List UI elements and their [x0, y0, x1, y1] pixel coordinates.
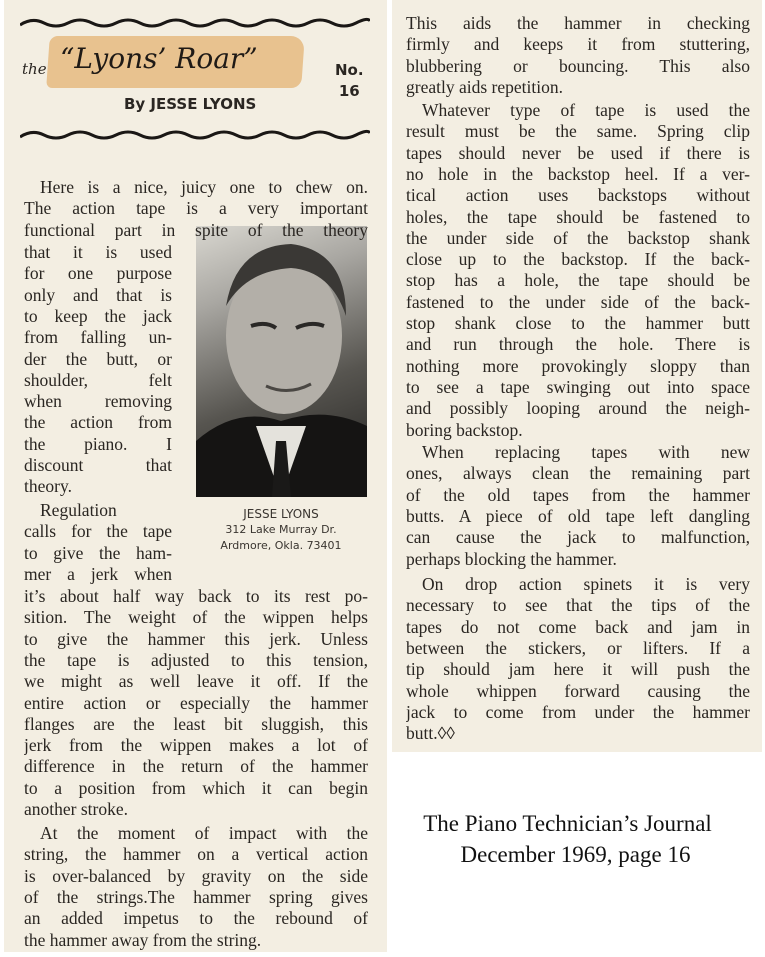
- text-line: sition. The weight of the wippen helps: [24, 607, 368, 628]
- text-line: no hole in the backstop heel. If a ver-: [406, 163, 750, 184]
- text-line: result must be the same. Spring clip: [406, 121, 750, 142]
- text-line: tical action uses backstops without: [406, 185, 750, 206]
- source-date-page: December 1969, page 16: [460, 842, 691, 867]
- text-line: The action tape is a very important: [24, 198, 368, 219]
- text-line: jerk from the wippen makes a lot of: [24, 735, 368, 756]
- text-line: the hammer away from the string.: [24, 929, 262, 950]
- text-line: This aids the hammer in checking: [406, 13, 750, 33]
- text-line: from falling un-: [24, 327, 172, 348]
- text-line: is over-balanced by gravity on the side: [24, 865, 368, 886]
- text-line: functional part in spite of the theory: [24, 219, 368, 240]
- text-line: entire action or especially the hammer: [24, 692, 368, 713]
- text-line: between the stickers, or lifters. If a: [406, 637, 750, 658]
- text-line: that it is used: [24, 242, 172, 262]
- text-line: calls for the tape: [24, 521, 172, 542]
- text-line: greatly aids repetition.: [406, 76, 563, 97]
- text-line: to see a tape swinging out into space: [406, 376, 750, 397]
- text-line: On drop action spinets it is very: [422, 574, 750, 594]
- text-line: the tape is adjusted to this tension,: [24, 649, 368, 670]
- caption-address-line2: Ardmore, Okla. 73401: [220, 539, 342, 552]
- text-line: an added impetus to the rebound of: [24, 908, 368, 929]
- text-line: ones, always clean the remaining part: [406, 463, 750, 484]
- source-journal: The Piano Technician’s Journal: [423, 811, 712, 836]
- text-line: holes, the tape should be fastened to: [406, 206, 750, 227]
- text-line: blubbering or bouncing. This also: [406, 55, 750, 76]
- bottom-wavy-rule: [20, 128, 370, 142]
- text-line: stop shank close to the hammer butt: [406, 313, 750, 333]
- byline: By JESSE LYONS: [124, 95, 257, 113]
- text-line: and possibly looping around the neigh-: [406, 398, 750, 419]
- text-line: to keep the jack: [24, 305, 172, 326]
- text-line: tip should jam here it will push the: [406, 659, 750, 680]
- portrait-figure: [196, 226, 367, 497]
- text-line: to a position from which it can begin: [24, 777, 368, 798]
- text-line: butts. A piece of old tape left dangling: [406, 505, 750, 526]
- text-line: for one purpose: [24, 263, 172, 284]
- top-wavy-rule: [20, 16, 370, 30]
- text-line: When replacing tapes with new: [422, 442, 750, 462]
- text-line: jack to come from under the hammer: [406, 701, 750, 722]
- text-line: tapes do not come back and jam in: [406, 616, 750, 637]
- column-title: “Lyons’ Roar”: [60, 42, 258, 75]
- text-line: Here is a nice, juicy one to chew on.: [40, 177, 368, 197]
- text-line: butt.◊◊: [406, 723, 455, 744]
- text-line: fastened to the under side of the back-: [406, 291, 750, 312]
- text-line: der the butt, or: [24, 348, 172, 369]
- text-line: the piano. I: [24, 433, 172, 454]
- issue-number: [335, 60, 364, 102]
- text-line: close up to the backstop. If the back-: [406, 249, 750, 270]
- text-line: At the moment of impact with the: [40, 823, 368, 843]
- text-line: of the strings.The hammer spring gives: [24, 886, 368, 907]
- text-line: the action from: [24, 412, 172, 433]
- text-line: Whatever type of tape is used the: [422, 100, 750, 120]
- title-prefix: the: [22, 60, 47, 78]
- text-line: nothing more provokingly sloppy than: [406, 355, 750, 376]
- text-line: we might as well leave it off. If the: [24, 671, 368, 692]
- text-line: stop has a hole, the tape should be: [406, 270, 750, 291]
- text-line: mer a jerk when: [24, 563, 172, 584]
- text-line: it’s about half way back to its rest po-: [24, 586, 368, 606]
- text-line: the under side of the backstop shank: [406, 227, 750, 248]
- text-line: firmly and keeps it from stuttering,: [406, 34, 750, 55]
- text-line: boring backstop.: [406, 419, 523, 440]
- text-line: to give the ham-: [24, 542, 172, 563]
- text-line: necessary to see that the tips of the: [406, 595, 750, 616]
- author-portrait: [196, 226, 367, 497]
- text-line: tapes should never be used if there is: [406, 142, 750, 163]
- text-line: to give the hammer this jerk. Unless: [24, 628, 368, 649]
- text-line: string, the hammer on a vertical action: [24, 844, 368, 865]
- text-line: flanges are the least bit sluggish, this: [24, 713, 368, 734]
- issue-number-value: 16: [338, 82, 360, 100]
- text-line: whole whippen forward causing the: [406, 680, 750, 701]
- text-line: perhaps blocking the hammer.: [406, 548, 617, 569]
- text-line: can cause the jack to malfunction,: [406, 527, 750, 548]
- text-line: when removing: [24, 391, 172, 412]
- text-line: shoulder, felt: [24, 369, 172, 390]
- caption-name: JESSE LYONS: [243, 507, 319, 521]
- text-line: difference in the return of the hammer: [24, 756, 368, 777]
- text-line: and run through the hole. There is: [406, 334, 750, 355]
- issue-number-label: No.: [335, 61, 364, 79]
- text-line: of the old tapes from the hammer: [406, 484, 750, 505]
- text-line: discount that: [24, 455, 172, 475]
- text-line: another stroke.: [24, 799, 128, 819]
- text-line: only and that is: [24, 284, 172, 305]
- caption-address-line1: 312 Lake Murray Dr.: [225, 523, 337, 536]
- text-line: Regulation: [40, 500, 117, 520]
- text-line: theory.: [24, 476, 72, 497]
